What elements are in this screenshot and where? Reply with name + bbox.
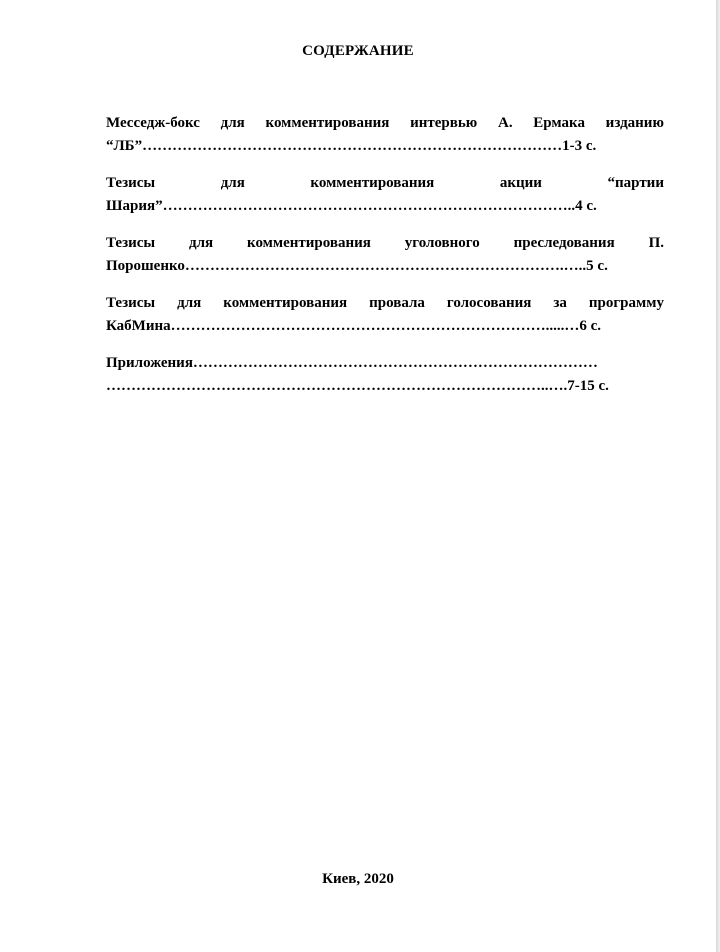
toc-entry-appendices bbox=[106, 352, 664, 398]
toc-entry-line bbox=[106, 172, 664, 195]
toc-entry-sharii-party bbox=[106, 172, 664, 218]
toc-word: программу bbox=[588, 295, 664, 311]
toc-word: комментирования bbox=[310, 175, 435, 191]
place-date-footer: Киев, 2020 bbox=[322, 871, 394, 887]
toc-word: за bbox=[553, 295, 567, 311]
toc-entry-leader-line: ……………………………………………………………………………..….7-15 с. bbox=[106, 378, 609, 394]
toc-entry-kabmin bbox=[106, 292, 664, 338]
page-edge-shadow bbox=[716, 0, 720, 952]
toc-word: комментирования bbox=[247, 235, 371, 251]
toc-word: Ермака bbox=[533, 115, 585, 131]
toc-word: Тезисы bbox=[106, 295, 156, 311]
toc-word: изданию bbox=[605, 115, 664, 131]
toc-entry-leader-line: Шария”………………………………………………………………………..4 с. bbox=[106, 198, 597, 214]
toc-word: Тезисы bbox=[106, 175, 156, 191]
toc-word: А. bbox=[497, 115, 513, 131]
toc-entry-leader-line: “ЛБ”…………………………………………………………………………1-3 с. bbox=[106, 138, 597, 154]
toc-word: для bbox=[220, 115, 245, 131]
toc-word: комментирования bbox=[223, 295, 348, 311]
toc-word: Месседж-бокс bbox=[106, 115, 200, 131]
toc-entry-line bbox=[106, 232, 664, 255]
page-title: СОДЕРЖАНИЕ bbox=[302, 43, 414, 59]
toc-word: для bbox=[189, 235, 214, 251]
toc-entry-message-box bbox=[106, 112, 664, 158]
toc-word: для bbox=[177, 295, 202, 311]
toc-word: провала bbox=[369, 295, 425, 311]
toc-entry-line: Приложения……………………………………………………………………… bbox=[106, 355, 598, 371]
toc-word: комментирования bbox=[265, 115, 390, 131]
toc-word: акции bbox=[499, 175, 542, 191]
toc-entry-poroshenko bbox=[106, 232, 664, 278]
toc-word: П. bbox=[648, 235, 664, 251]
toc-entry-line bbox=[106, 292, 664, 315]
table-of-contents bbox=[106, 112, 664, 412]
toc-word: голосования bbox=[446, 295, 532, 311]
toc-word: уголовного bbox=[404, 235, 480, 251]
toc-entry-leader-line: Порошенко………………………………………………………………….…..5 с. bbox=[106, 258, 608, 274]
toc-entry-leader-line: КабМина………………………………………………………………….....…6 с. bbox=[106, 318, 602, 334]
toc-word: “партии bbox=[607, 175, 664, 191]
toc-word: интервью bbox=[410, 115, 478, 131]
toc-word: преследования bbox=[513, 235, 615, 251]
toc-word: для bbox=[220, 175, 245, 191]
toc-word: Тезисы bbox=[106, 235, 156, 251]
toc-entry-line bbox=[106, 112, 664, 135]
